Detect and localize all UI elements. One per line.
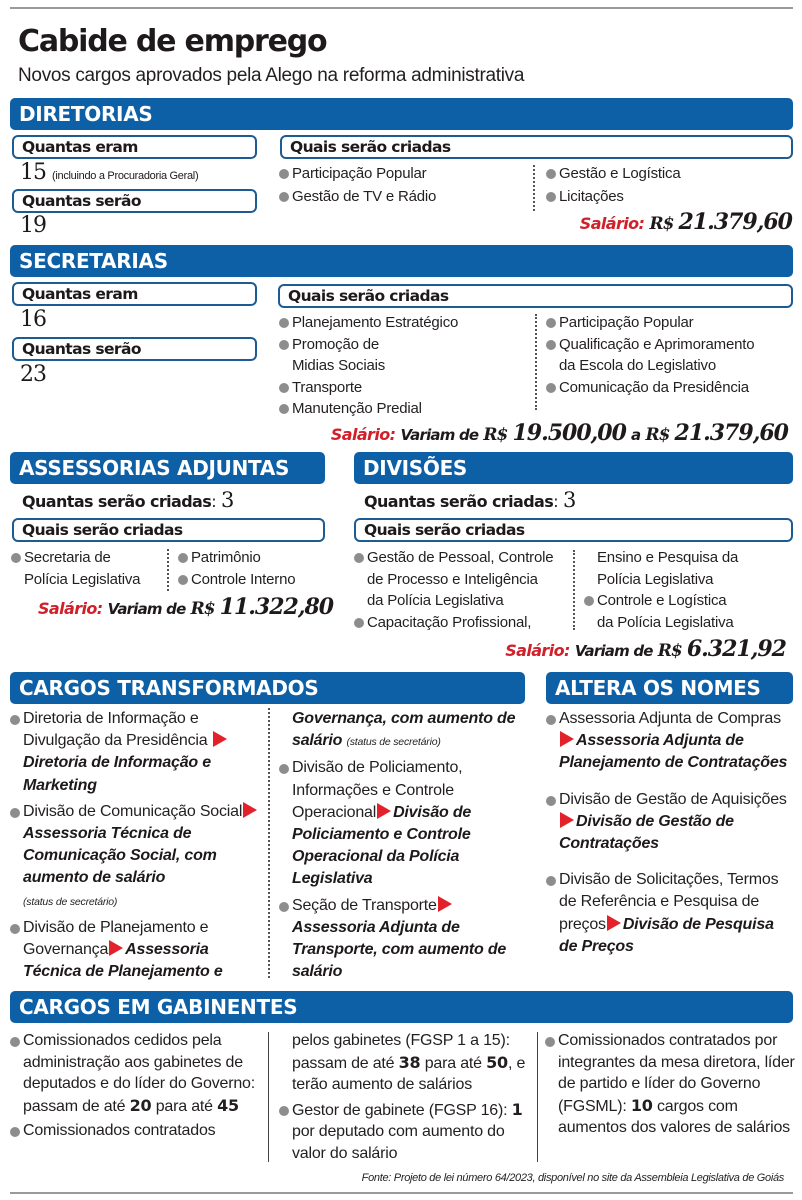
item-tail: cargos com aumentos dos valores de salários (558, 1097, 790, 1136)
section-divisoes-header: DIVISÕES (354, 452, 793, 484)
gabinentes-list-1 (10, 1030, 260, 1145)
diretorias-eram-note: (incluindo a Procuradoria Geral) (52, 170, 199, 182)
arrow-right-icon (109, 940, 123, 956)
from-name: Divisão de Policiamento, Informações e Controle Operacional (292, 759, 463, 821)
value-to: 45 (217, 1095, 239, 1115)
salary-amount: 11.322,80 (219, 594, 334, 620)
item-mid2: para até (420, 1054, 487, 1072)
variam-de: Variam de (400, 426, 479, 444)
arrow-right-icon (213, 731, 227, 747)
page-subtitle: Novos cargos aprovados pela Alego na reforma administrativa (18, 65, 525, 86)
count-value: 3 (220, 488, 234, 512)
to-name: Assessoria Adjunta de Transporte, com aumento de salário (292, 918, 507, 981)
status-note: (status de secretário) (346, 736, 441, 749)
item-lead: Comissionados contratados (23, 1122, 216, 1139)
secretarias-eram-value: 16 (20, 307, 46, 332)
salary-label: Salário: (330, 425, 396, 444)
value-to: 50 (486, 1052, 508, 1072)
list-item: Controle Interno (178, 569, 328, 591)
source-note: Fonte: Projeto de lei número 64/2023, disponível no site da Assembleia Legislativa de Goiás (361, 1172, 784, 1184)
page-title: Cabide de emprego (18, 24, 327, 59)
currency: R$ (190, 599, 215, 619)
item-mid: : passam de até (292, 1032, 510, 1072)
item-mid2: para até (151, 1097, 218, 1115)
salary-min: 19.500,00 (512, 420, 626, 446)
section-assessorias-header: ASSESSORIAS ADJUNTAS (10, 452, 325, 484)
divisoes-count (364, 488, 576, 512)
list-item: Planejamento Estratégico (279, 312, 529, 334)
cargos-transformados-list-1 (10, 708, 260, 987)
diretorias-eram-value (20, 160, 198, 185)
to-name: Diretoria de Informação e Marketing (23, 754, 211, 794)
list-item: Comunicação da Presidência (546, 377, 796, 399)
quantas-label: Quantas serão criadas (22, 492, 212, 511)
item-lead: Gestor de gabinete (FGSP 16) (292, 1101, 504, 1119)
list-item: Gestão de Pessoal, Controle (354, 547, 574, 569)
from-name: Divisão de Solicitações, Termos de Referência e Pesquisa de preços (559, 871, 779, 933)
currency: R$ (657, 641, 682, 661)
divisoes-created-list-2 (584, 547, 794, 633)
secretarias-quais-label: Quais serão criadas (278, 284, 793, 308)
diretorias-salary (580, 209, 792, 235)
column-divider (573, 550, 575, 630)
column-divider (167, 549, 169, 591)
diretorias-quais-label: Quais serão criadas (280, 135, 793, 159)
list-item: Participação Popular (546, 312, 796, 334)
secretarias-salary (331, 420, 788, 446)
diretorias-quantas-serao-label: Quantas serão (12, 189, 257, 213)
arrow-right-icon (560, 731, 574, 747)
list-item: Controle e Logística (584, 590, 794, 612)
from-name: Diretoria de Informação e Divulgação da Presidência (23, 710, 208, 750)
colon: : (553, 492, 558, 511)
list-item: Licitações (546, 186, 786, 208)
value-from: 20 (129, 1095, 152, 1115)
list-item: Participação Popular (279, 163, 529, 185)
colon: : (622, 1097, 627, 1115)
list-item: Secretaria de (11, 547, 166, 569)
transform-item (279, 895, 524, 984)
value-num: 10 (630, 1095, 653, 1115)
section-cargos-transformados-header: CARGOS TRANSFORMADOS (10, 672, 525, 704)
divisoes-quais-label: Quais serão criadas (354, 518, 793, 542)
quantas-label: Quantas serão criadas (364, 492, 554, 511)
variam-de: Variam de (107, 600, 186, 618)
currency: R$ (649, 214, 674, 234)
diretorias-serao-value: 19 (20, 213, 46, 238)
section-altera-nomes-header: ALTERA OS NOMES (546, 672, 793, 704)
gabinentes-list-3 (545, 1030, 795, 1142)
value-from: 38 (398, 1052, 421, 1072)
item-tail: por deputado com aumento do valor do salário (292, 1123, 505, 1162)
rename-item (546, 789, 796, 856)
gabinete-item (10, 1120, 260, 1142)
column-divider (537, 1032, 538, 1162)
list-item-continuation: Midias Sociais (292, 357, 386, 374)
currency: R$ (483, 425, 508, 445)
gabinete-item-continuation (279, 1030, 531, 1096)
currency: R$ (645, 425, 670, 445)
section-cargos-gabinentes-header: CARGOS EM GABINENTES (10, 991, 793, 1023)
rename-item (546, 708, 796, 775)
transform-item (10, 801, 260, 913)
list-item-continuation: da Polícia Legislativa (597, 613, 734, 631)
to-name: Divisão de Policiamento e Controle Operacional da Polícia Legislativa (292, 803, 472, 888)
salary-range-a: a (631, 426, 641, 444)
from-name: Divisão de Planejamento e Governança (23, 918, 209, 959)
rename-item (546, 869, 796, 958)
column-divider (535, 314, 537, 410)
secretarias-quantas-eram-label: Quantas eram (12, 282, 257, 306)
to-name: Assessoria Técnica de Comunicação Social, com aumento de salário (23, 825, 217, 887)
list-item: Capacitação Profissional, (354, 612, 574, 634)
to-name-part1: Assessoria Técnica de Planejamento e (23, 941, 223, 981)
divisoes-salary (505, 636, 786, 662)
from-name: Divisão de Comunicação Social (23, 802, 243, 820)
divisoes-created-list-1 (354, 547, 574, 633)
list-item-continuation: da Polícia Legislativa (367, 592, 504, 609)
column-divider (268, 1032, 269, 1162)
assessorias-created-list-1 (11, 547, 166, 590)
assessorias-created-list-2 (178, 547, 328, 590)
column-divider (268, 708, 270, 978)
to-name: Divisão de Gestão de Contratações (559, 812, 734, 853)
arrow-right-icon (243, 802, 257, 818)
diretorias-created-list-2 (546, 163, 786, 207)
top-rule (10, 7, 793, 9)
diretorias-quantas-eram-label: Quantas eram (12, 135, 257, 159)
bottom-rule (10, 1192, 793, 1194)
item-mid: : passam de até (23, 1075, 255, 1115)
list-item-continuation: Polícia Legislativa (24, 570, 141, 588)
arrow-right-icon (438, 896, 452, 912)
altera-nomes-list (546, 708, 796, 962)
from-name: Assessoria Adjunta de Compras (559, 710, 781, 727)
diretorias-created-list-1 (279, 163, 529, 207)
list-item: Gestão de TV e Rádio (279, 186, 529, 208)
from-name: Divisão de Gestão de Aquisições (559, 790, 787, 808)
list-item-continuation: de Processo e Inteligência (367, 570, 538, 588)
transform-item (10, 917, 260, 984)
list-item-continuation: Ensino e Pesquisa da (597, 549, 739, 566)
salary-max: 21.379,60 (674, 420, 788, 446)
to-name: Assessoria Adjunta de Planejamento de Contratações (559, 732, 788, 772)
secretarias-created-list-1 (279, 312, 529, 420)
secretarias-serao-value: 23 (20, 362, 46, 387)
status-note: (status de secretário) (23, 895, 118, 908)
assessorias-quais-label: Quais serão criadas (12, 518, 325, 542)
transform-item (10, 708, 260, 797)
transform-item (279, 757, 524, 890)
column-divider (533, 165, 535, 211)
to-name: Divisão de Pesquisa de Preços (559, 915, 774, 955)
assessorias-count (22, 488, 234, 512)
section-diretorias-header: DIRETORIAS (10, 98, 793, 130)
gabinentes-list-2 (279, 1030, 531, 1167)
value-num: 1 (511, 1099, 523, 1119)
item-tail: , e terão aumento de salários (292, 1054, 526, 1093)
cargos-transformados-list-2 (279, 708, 524, 987)
count-value: 3 (562, 488, 576, 512)
diretorias-eram-number: 15 (20, 160, 46, 185)
arrow-right-icon (377, 803, 391, 819)
to-name-part2: Governança, com aumento de salário (292, 710, 516, 750)
list-item: Gestão e Logística (546, 163, 786, 185)
arrow-right-icon (560, 812, 574, 828)
item-lead: Comissionados cedidos pela administração aos gabinetes de deputados e do líder do Governo (23, 1032, 251, 1092)
salary-amount: 6.321,92 (686, 636, 786, 662)
list-item: Transporte (279, 377, 529, 399)
variam-de: Variam de (574, 642, 653, 660)
item-lead: Comissionados contratados por integrantes da mesa diretora, líder de partido e líder do Governo (FGSML) (558, 1032, 795, 1115)
arrow-right-icon (607, 915, 621, 931)
gabinete-item (10, 1030, 260, 1117)
list-item-continuation: da Escola do Legislativo (559, 357, 716, 374)
list-item-continuation: Polícia Legislativa (597, 570, 714, 588)
assessorias-salary (38, 594, 333, 620)
list-item: Manutenção Predial (279, 398, 529, 420)
colon: : (211, 492, 216, 511)
from-name: Seção de Transporte (292, 896, 437, 914)
gabinete-item (545, 1030, 795, 1139)
transform-item-continuation (279, 708, 524, 753)
salary-label: Salário: (38, 599, 103, 618)
list-item: Patrimônio (178, 547, 328, 569)
salary-amount: 21.379,60 (678, 209, 792, 235)
list-item: Promoção de (279, 334, 529, 356)
salary-label: Salário: (505, 641, 570, 660)
secretarias-quantas-serao-label: Quantas serão (12, 337, 257, 361)
gabinete-item (279, 1099, 531, 1165)
colon: : (503, 1101, 508, 1119)
salary-label: Salário: (579, 214, 645, 233)
section-secretarias-header: SECRETARIAS (10, 245, 793, 277)
item-lead-cont: pelos gabinetes (FGSP 1 a 15) (292, 1032, 506, 1049)
list-item: Qualificação e Aprimoramento (546, 334, 796, 356)
secretarias-created-list-2 (546, 312, 796, 398)
